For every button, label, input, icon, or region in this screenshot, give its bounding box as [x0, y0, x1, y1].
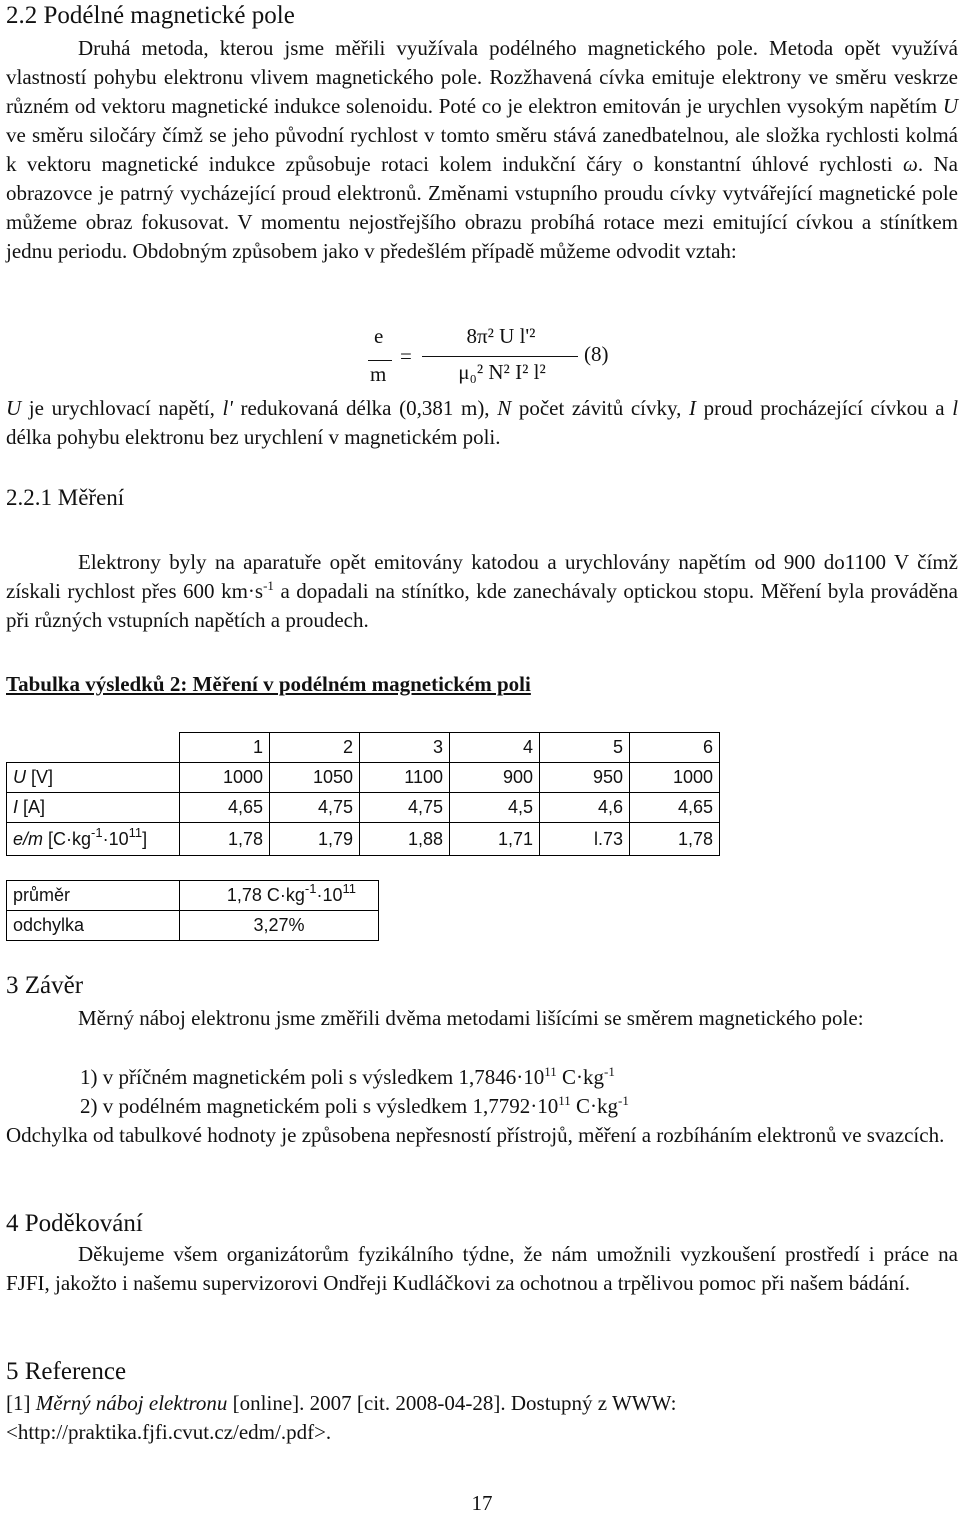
- superscript: 11: [342, 881, 356, 896]
- reference-text: [online]. 2007 [cit. 2008-04-28]. Dostupný z WWW:: [232, 1391, 677, 1415]
- table-row: [7, 793, 720, 823]
- paragraph-text: Děkujeme všem organizátorům fyzikálního týdne, že nám umožnili vyzkoušení prostředí i práce na FJFI, jakožto i našemu supervizorovi Ondřeji Kudláčkovi za ochotnou a trpělivou pomoc při našem bádání.: [6, 1242, 958, 1295]
- row-label: [7, 793, 180, 823]
- column-header: 1: [180, 733, 270, 763]
- table-cell: 1,78: [180, 823, 270, 856]
- column-header: 5: [540, 733, 630, 763]
- var-i: I: [689, 396, 697, 420]
- table-header-row: [7, 733, 720, 763]
- table-corner: [7, 733, 180, 763]
- column-header: 2: [270, 733, 360, 763]
- formula-numerator: 8π² U l'²: [466, 324, 536, 348]
- reference-url[interactable]: <http://praktika.fjfi.cvut.cz/edm/.pdf>.: [6, 1420, 332, 1444]
- row-label: [7, 823, 180, 856]
- var-omega: ω: [903, 152, 918, 176]
- formula-explanation: [6, 394, 958, 452]
- table-cell: 4,65: [180, 793, 270, 823]
- section-heading-2-2-1: 2.2.1 Měření: [6, 485, 125, 510]
- row-label-var: e/m: [13, 828, 44, 849]
- summary-table: [6, 880, 379, 941]
- var-u: U: [942, 94, 959, 118]
- paragraph-text: je urychlovací napětí,: [28, 396, 215, 420]
- paragraph-text: délka pohybu elektronu bez urychlení v magnetickém poli.: [6, 425, 501, 449]
- row-label-var: I: [13, 797, 19, 817]
- column-header: 3: [360, 733, 450, 763]
- table-cell: 1050: [270, 763, 360, 793]
- table-cell: 4,75: [270, 793, 360, 823]
- section-heading-4: 4 Poděkování: [6, 1210, 143, 1237]
- superscript: -1: [604, 1064, 615, 1079]
- paragraph-text: Měrný náboj elektronu jsme změřili dvěma metodami lišícími se směrem magnetického pole:: [78, 1006, 864, 1030]
- var-l: l: [952, 396, 959, 420]
- formula-denominator: μ₀² N² I² l²: [458, 360, 546, 384]
- table-row: [7, 881, 379, 911]
- paragraph-text: redukovaná délka (0,381 m),: [240, 396, 490, 420]
- paragraph-text: . Na obrazovce je patrný vycházející proud elektronů. Změnami vstupního proudu cívky vytvářející magnetické pole můžeme obraz fokusovat. V momentu nejostřejšího obrazu probíhá rotace mezi emitující cívkou a stínítkem jednu periodu. Obdobným způsobem jako v předešlém případě můžeme odvodit vztah:: [6, 152, 958, 263]
- section-4-paragraph: [6, 1240, 958, 1298]
- reference-number: [1]: [6, 1391, 31, 1415]
- table-cell: 900: [450, 763, 540, 793]
- row-label-unit: [V]: [31, 767, 54, 787]
- dev-value: 3,27%: [180, 911, 379, 941]
- reference-title: Měrný náboj elektronu: [35, 1391, 228, 1415]
- avg-label: průměr: [7, 881, 180, 911]
- table-cell: 4,65: [630, 793, 720, 823]
- superscript: -1: [263, 578, 274, 593]
- reference-entry: [6, 1389, 958, 1447]
- paragraph-text: Elektrony byly na aparatuře opět emitovány katodou a urychlovány napětím od 900 do1100 V čímž získali rychlost přes 600 km·s: [6, 550, 958, 603]
- formula-number: (8): [584, 342, 609, 366]
- section-2-2-paragraph: [6, 34, 958, 266]
- column-header: 4: [450, 733, 540, 763]
- avg-value: [180, 881, 379, 911]
- formula-e: e: [374, 324, 384, 348]
- table-row: [7, 911, 379, 941]
- avg-value-text: 1,78 C·kg: [226, 885, 305, 905]
- table-cell: 1000: [180, 763, 270, 793]
- result-unit: C·kg: [562, 1065, 605, 1089]
- row-label: [7, 763, 180, 793]
- paragraph-text: ve směru siločáry čímž se jeho původní rychlost v tomto směru stává zanedbatelnou, ale složka rychlosti kolmá k vektoru magnetické indukce způsobuje rotaci kolem indukční čáry o konstantní úhlové rychlosti: [6, 123, 958, 176]
- var-u: U: [6, 396, 22, 420]
- row-label-unit: ]: [142, 828, 148, 849]
- page-number: 17: [471, 1491, 493, 1515]
- table-cell: 1,79: [270, 823, 360, 856]
- result-item-1: [80, 1063, 615, 1092]
- paragraph-text: počet závitů cívky,: [518, 396, 682, 420]
- table-row: [7, 823, 720, 856]
- result-item-2: [80, 1092, 629, 1121]
- table-cell: 4,5: [450, 793, 540, 823]
- row-label-unit: [A]: [23, 797, 46, 817]
- table-title: Tabulka výsledků 2: Měření v podélném magnetickém poli: [6, 672, 531, 696]
- column-header: 6: [630, 733, 720, 763]
- section-heading-2-2: 2.2 Podélné magnetické pole: [6, 2, 295, 29]
- paragraph-text: Odchylka od tabulkové hodnoty je způsobena nepřesností přístrojů, měření a rozbíháním elektronů ve svazcích.: [6, 1123, 945, 1147]
- row-label-unit: [C·kg: [48, 828, 92, 849]
- formula-fraction-bar: [422, 356, 578, 357]
- section-2-2-1-paragraph: [6, 548, 958, 635]
- table-cell: 4,6: [540, 793, 630, 823]
- var-n: N: [497, 396, 512, 420]
- formula-equals: =: [400, 344, 412, 368]
- result-text: 2) v podélném magnetickém poli s výsledkem 1,7792·10: [80, 1094, 559, 1118]
- row-label-var: U: [13, 767, 26, 787]
- superscript: 11: [544, 1064, 557, 1079]
- result-text: 1) v příčném magnetickém poli s výsledkem 1,7846·10: [80, 1065, 545, 1089]
- section-3-paragraph: [6, 1004, 958, 1033]
- result-unit: C·kg: [576, 1094, 619, 1118]
- section-heading-5: 5 Reference: [6, 1358, 127, 1385]
- table-cell: 1000: [630, 763, 720, 793]
- superscript: -1: [91, 824, 103, 840]
- section-3-paragraph-2: [6, 1121, 958, 1150]
- table-cell: 4,75: [360, 793, 450, 823]
- superscript: 11: [128, 824, 143, 840]
- paragraph-text: Druhá metoda, kterou jsme měřili využívala podélného magnetického pole. Metoda opět využívá vlastností pohybu elektronu vlivem magnetického pole. Rozžhavená cívka emituje elektrony ve směru veskrze různém od vektoru magnetické indukce solenoidu. Poté co je elektron emitován je urychlen vysokým napětím: [6, 36, 958, 118]
- table-cell: 1100: [360, 763, 450, 793]
- row-label-unit: ·10: [102, 828, 129, 849]
- table-cell: 950: [540, 763, 630, 793]
- superscript: -1: [618, 1093, 629, 1108]
- table-cell: 1,78: [630, 823, 720, 856]
- paragraph-text: proud procházející cívkou a: [703, 396, 945, 420]
- table-row: [7, 763, 720, 793]
- results-table: [6, 732, 720, 856]
- avg-value-text: ·10: [316, 885, 343, 905]
- formula-m: m: [370, 362, 387, 386]
- table-cell: 1,88: [360, 823, 450, 856]
- table-cell: l.73: [540, 823, 630, 856]
- paragraph-text: a dopadali na stínítko, kde zanechávaly optickou stopu. Měření byla prováděna při různých vstupních napětích a proudech.: [6, 579, 959, 632]
- formula-8: [366, 322, 666, 388]
- dev-label: odchylka: [7, 911, 180, 941]
- superscript: 11: [558, 1093, 571, 1108]
- section-heading-3: 3 Závěr: [6, 972, 84, 999]
- superscript: -1: [304, 881, 317, 896]
- table-cell: 1,71: [450, 823, 540, 856]
- var-l-prime: l': [222, 396, 233, 420]
